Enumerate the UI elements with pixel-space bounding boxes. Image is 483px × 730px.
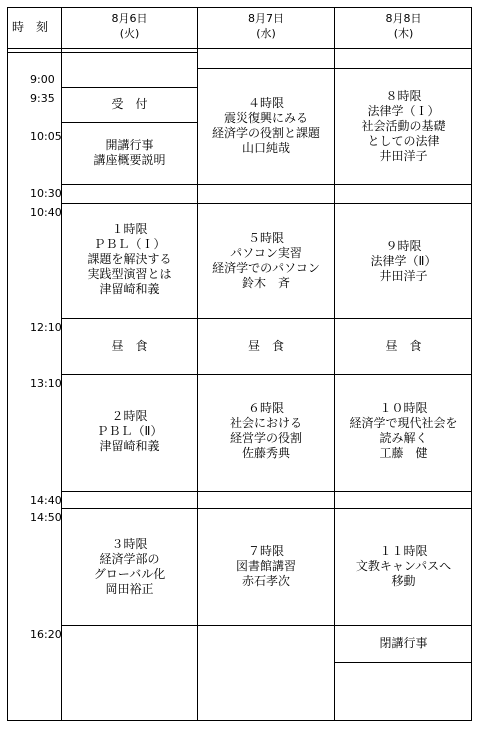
grid-line — [61, 625, 197, 626]
cell-period-4: ４時限 震災復興にみる 経済学の役割と課題 山口純哉 — [211, 96, 320, 155]
cell-closing-ceremony: 閉講行事 — [379, 636, 428, 650]
time-label: 16:20 — [30, 628, 62, 641]
day-header-aug6 — [62, 11, 197, 41]
grid-line — [334, 184, 472, 185]
time-label: 12:10 — [30, 321, 62, 334]
cell-period-10: １０時限 経済学で現代社会を 読み解く 工藤 健 — [349, 401, 458, 460]
time-label: 14:50 — [30, 511, 62, 524]
day-header-aug7 — [198, 11, 334, 41]
cell-period-11: １１時限 文教キャンパスへ 移動 — [355, 544, 452, 588]
grid-line — [197, 625, 334, 626]
day-weekday: (水) — [256, 27, 276, 40]
cell-period-1: １時限 ＰＢＬ（Ｉ） 課題を解決する 実践型演習とは 津留崎和義 — [87, 222, 172, 296]
grid-line — [197, 374, 334, 375]
cell-period-2: ２時限 ＰＢＬ（Ⅱ） 津留崎和義 — [96, 409, 163, 453]
grid-line — [61, 52, 197, 53]
grid-line — [61, 374, 197, 375]
day-date: 8月6日 — [111, 12, 148, 25]
grid-line — [334, 318, 472, 319]
cell-period-3: ３時限 経済学部の グローバル化 岡田裕正 — [93, 537, 166, 596]
cell-lunch: 昼 食 — [385, 339, 422, 353]
grid-line — [197, 491, 334, 492]
grid-line — [334, 662, 472, 663]
cell-period-5: ５時限 パソコン実習 経済学でのパソコン 鈴木 斉 — [212, 231, 320, 290]
day-weekday: (木) — [393, 27, 414, 40]
day-date: 8月7日 — [248, 12, 284, 25]
time-label: 10:40 — [30, 206, 62, 219]
grid-line — [197, 68, 334, 69]
grid-line — [61, 184, 197, 185]
day-header-aug8 — [335, 11, 472, 41]
time-label: 10:30 — [30, 187, 62, 200]
grid-line — [334, 374, 472, 375]
grid-line — [197, 508, 334, 509]
grid-line — [197, 318, 334, 319]
cell-period-6: ６時限 社会における 経営学の役割 佐藤秀典 — [229, 401, 302, 460]
time-column-header: 時 刻 — [12, 20, 49, 34]
day-weekday: (火) — [119, 27, 140, 40]
grid-line — [334, 68, 472, 69]
grid-line — [334, 491, 472, 492]
grid-line — [197, 184, 334, 185]
header-divider — [7, 48, 472, 49]
column-divider-time — [61, 7, 62, 721]
grid-line — [197, 203, 334, 204]
time-label: 9:35 — [30, 92, 55, 105]
time-column-line — [7, 52, 61, 53]
grid-line — [61, 491, 197, 492]
cell-lunch: 昼 食 — [111, 339, 148, 353]
cell-period-8: ８時限 法律学（Ｉ） 社会活動の基礎 としての法律 井田洋子 — [361, 89, 446, 163]
day-date: 8月8日 — [385, 12, 422, 25]
grid-line — [61, 318, 197, 319]
cell-period-9: ９時限 法律学（Ⅱ） 井田洋子 — [370, 239, 437, 283]
cell-opening-ceremony: 開講行事 講座概要説明 — [93, 138, 166, 167]
cell-period-7: ７時限 図書館講習 赤石孝次 — [235, 544, 296, 588]
grid-line — [61, 203, 197, 204]
time-label: 13:10 — [30, 377, 62, 390]
time-label: 9:00 — [30, 73, 55, 86]
time-label: 14:40 — [30, 494, 62, 507]
time-label: 10:05 — [30, 130, 62, 143]
grid-line — [334, 625, 472, 626]
cell-lunch: 昼 食 — [247, 339, 284, 353]
grid-line — [334, 203, 472, 204]
grid-line — [61, 87, 197, 88]
grid-line — [61, 508, 197, 509]
grid-line — [61, 122, 197, 123]
grid-line — [334, 508, 472, 509]
cell-reception: 受 付 — [111, 97, 148, 111]
